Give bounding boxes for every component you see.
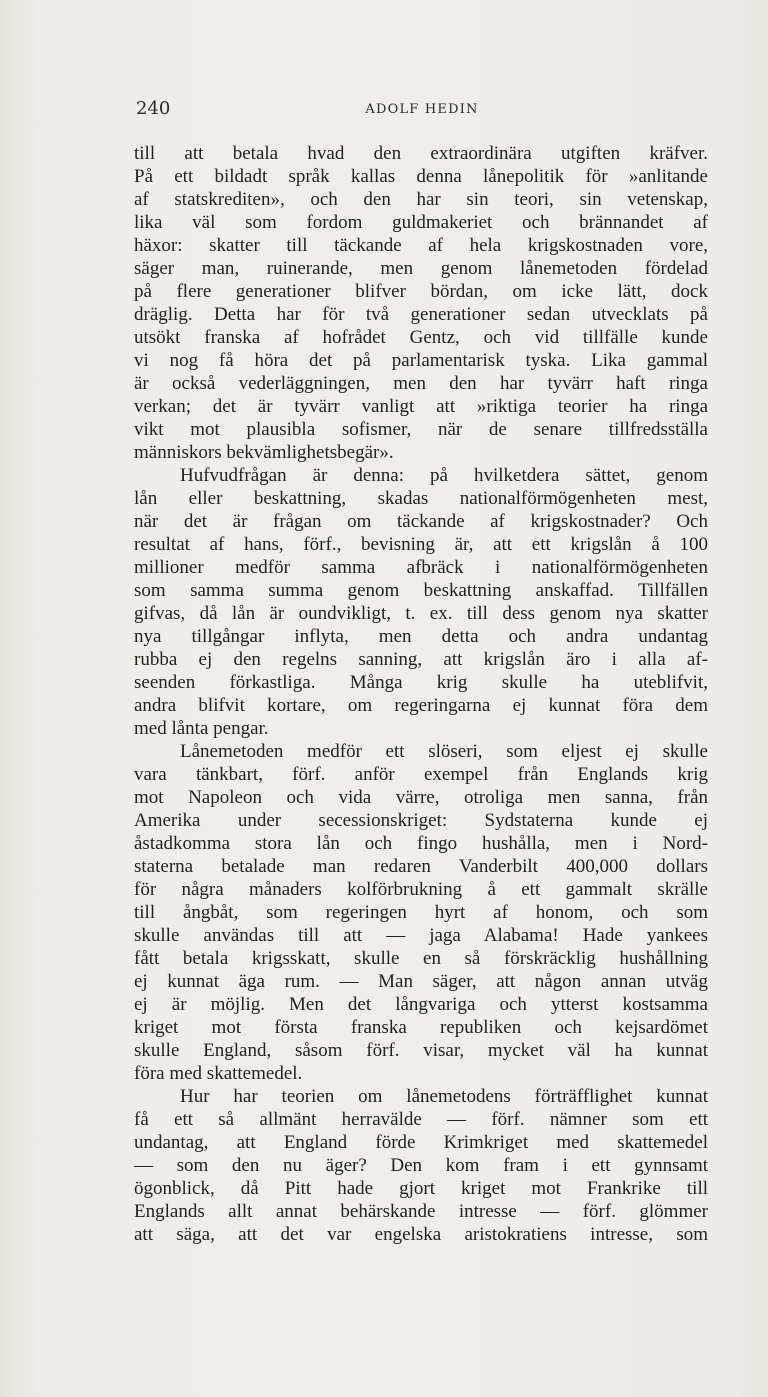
- text-line: utsökt franska af hofrådet Gentz, och vid tillfälle kunde: [134, 327, 708, 348]
- text-line: säger man, ruinerande, men genom lånemetoden fördelad: [134, 258, 708, 279]
- text-line: lika väl som fordom guldmakeriet och brännandet af: [134, 212, 708, 233]
- text-line: få ett så allmänt herravälde — förf. nämner som ett: [134, 1109, 708, 1130]
- text-line: häxor: skatter till täckande af hela krigskostnaden vore,: [134, 235, 708, 256]
- text-line: verkan; det är tyvärr vanligt att »riktiga teorier ha ringa: [134, 396, 708, 417]
- text-line: som samma summa genom beskattning anskaffad. Tillfällen: [134, 580, 708, 601]
- text-line: staterna betalade man redaren Vanderbilt 400,000 dollars: [134, 856, 708, 877]
- text-line: föra med skattemedel.: [134, 1063, 303, 1084]
- text-line: när det är frågan om täckande af krigskostnader? Och: [134, 511, 708, 532]
- text-line: ej är möjlig. Men det långvariga och ytterst kostsamma: [134, 994, 708, 1015]
- text-line: till ångbåt, som regeringen hyrt af honom, och som: [134, 902, 708, 923]
- paragraph-start: Hur har teorien om lånemetodens förträfflighet kunnat: [180, 1086, 708, 1107]
- page-number: 240: [136, 98, 171, 119]
- text-line: vikt mot plausibla sofismer, när de senare tillfredsställa: [134, 419, 708, 440]
- text-line: vi nog få höra det på parlamentarisk tyska. Lika gammal: [134, 350, 708, 371]
- text-line: af statskrediten», och den har sin teori, sin vetenskap,: [134, 189, 708, 210]
- text-line: — som den nu äger? Den kom fram i ett gynnsamt: [134, 1155, 708, 1176]
- text-line: att säga, att det var engelska aristokratiens intresse, som: [134, 1224, 708, 1245]
- text-line: till att betala hvad den extraordinära utgiften kräfver.: [134, 143, 708, 164]
- running-head: ADOLF HEDIN: [365, 102, 479, 117]
- paragraph-start: Lånemetoden medför ett slöseri, som eljest ej skulle: [180, 741, 708, 762]
- text-line: på flere generationer blifver bördan, om icke lätt, dock: [134, 281, 708, 302]
- text-line: med lånta pengar.: [134, 718, 269, 739]
- paragraph-start: Hufvudfrågan är denna: på hvilketdera sättet, genom: [180, 465, 708, 486]
- text-line: lån eller beskattning, skadas nationalförmögenheten mest,: [134, 488, 708, 509]
- text-line: millioner medför samma afbräck i nationalförmögenheten: [134, 557, 708, 578]
- text-line: är också vederläggningen, men den har tyvärr haft ringa: [134, 373, 708, 394]
- text-line: åstadkomma stora lån och fingo hushålla, men i Nord-: [134, 833, 708, 854]
- text-line: mot Napoleon och vida värre, otroliga men sanna, från: [134, 787, 708, 808]
- text-line: nya tillgångar inflyta, men detta och andra undantag: [134, 626, 708, 647]
- text-line: rubba ej den regelns sanning, att krigslån äro i alla af-: [134, 649, 708, 670]
- text-line: för några månaders kolförbrukning å ett gammalt skrälle: [134, 879, 708, 900]
- page-header: [136, 98, 708, 122]
- text-line: kriget mot första franska republiken och kejsardömet: [134, 1017, 708, 1038]
- text-line: undantag, att England förde Krimkriget med skattemedel: [134, 1132, 708, 1153]
- text-line: resultat af hans, förf., bevisning är, att ett krigslån å 100: [134, 534, 708, 555]
- text-line: Amerika under secessionskriget: Sydstaterna kunde ej: [134, 810, 708, 831]
- text-line: På ett bildadt språk kallas denna lånepolitik för »anlitande: [134, 166, 708, 187]
- text-line: Englands allt annat behärskande intresse — förf. glömmer: [134, 1201, 708, 1222]
- text-line: skulle användas till att — jaga Alabama! Hade yankees: [134, 925, 708, 946]
- text-line: seenden förkastliga. Många krig skulle ha uteblifvit,: [134, 672, 708, 693]
- text-line: skulle England, såsom förf. visar, mycket väl ha kunnat: [134, 1040, 708, 1061]
- text-line: gifvas, då lån är oundvikligt, t. ex. till dess genom nya skatter: [134, 603, 708, 624]
- text-line: andra blifvit kortare, om regeringarna ej kunnat föra dem: [134, 695, 708, 716]
- text-line: dräglig. Detta har för två generationer sedan utvecklats på: [134, 304, 708, 325]
- text-line: ögonblick, då Pitt hade gjort kriget mot Frankrike till: [134, 1178, 708, 1199]
- text-line: vara tänkbart, förf. anför exempel från Englands krig: [134, 764, 708, 785]
- text-line: fått betala krigsskatt, skulle en så förskräcklig hushållning: [134, 948, 708, 969]
- text-line: ej kunnat äga rum. — Man säger, att någon annan utväg: [134, 971, 708, 992]
- body-text: [134, 142, 708, 1246]
- text-line: människors bekvämlighetsbegär».: [134, 442, 394, 463]
